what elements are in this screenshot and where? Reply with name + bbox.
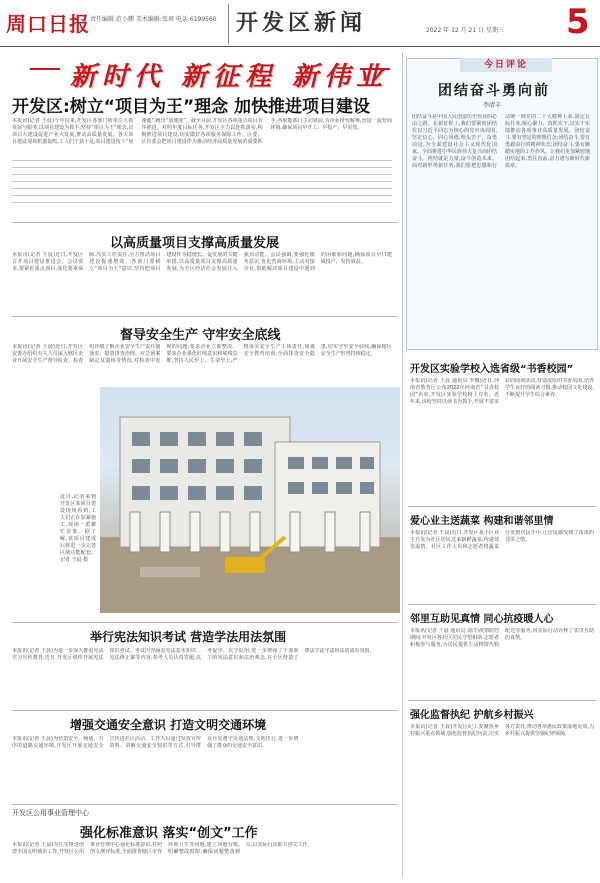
commentary-body: 团结奋斗是中国人民创造历史伟业的必由之路。在新征程上,我们要紧密团结在以习近平同志为核心的党中央周围,坚定信心、同心同德,埋头苦干、奋勇前进,为全面建设社会主义现代化国家、全面推进中华民族伟大复兴而团结奋斗。团结就是力量,奋斗创造未来。面对新形势新任务,我们要把思想和行动统一到党的二十大精神上来,锚定目标任务,凝心聚力、真抓实干,以实干实绩推动各项事业高质量发展。团结奋斗,要有坚定的理想信念;团结奋斗,要有勇毅前行的精神状态;团结奋斗,要有脚踏实地的工作作风。让我们更加紧密地团结起来,勇往直前,奋力谱写新时代新篇章。	[412, 114, 590, 169]
page-number: 5	[566, 2, 590, 42]
neighbor-body: 本报讯(记者 王晨 通讯员 刘洋)疫情防控期间,开发区各社区居民守望相助,志愿者积极参与服务,为居民提供生活物资代购配送等服务,用实际行动诠释了邻里互助的真情。	[410, 628, 594, 648]
campaign-banner: 新时代 新征程 新伟业	[70, 62, 389, 92]
civilization-headline: 强化标准意识 落实“创文”工作	[80, 826, 258, 841]
traffic-headline: 增强交通安全意识 打造文明交通环境	[70, 718, 267, 732]
rule-r3	[408, 700, 596, 701]
rule-4	[12, 710, 398, 711]
rule-3	[12, 622, 398, 623]
commentary-tag: 今日评论	[460, 58, 552, 72]
banner-decoration-left	[30, 68, 60, 80]
lead-body: 本报讯(记者 王晨)今年以来,开发区各部门和单位大抓发展与服务,以项目建设为抓手,坚持“项目为王”理念,以项目大建设促进产业大发展,推动高质量发展。各大项目建设现场机器轰鸣,工人们干劲十足,项目建设按下“加速键”,跑出“加速度”。截至目前,开发区各项重点项目有序推进。对照年度目标任务,开发区全力以赴抓落实,积极推进项目建设,切实做好各项服务保障工作。区委、区管委会把项目建设作为推动经济高质量发展的重要抓手,各职能部门主动靠前,为企业排忧解难,营造一流营商环境,确保项目早开工、早投产、早见效。	[12, 118, 392, 145]
construction-photo	[100, 387, 400, 613]
rule-r1	[408, 506, 596, 507]
school-headline: 开发区实验学校入选省级“书香校园”	[410, 364, 574, 375]
subhead-safety-body: 本报讯(记者 王晨)近日,开发区安委办组织有关人员深入辖区企业开展安全生产督导检查。检查组详细了解企业安全生产责任制落实、隐患排查治理、应急预案制定及演练等情况,对检查中发现的问题,要求企业立即整改。要求企业强化红线意识和底线思维,坚持人民至上、生命至上,严格落实安全生产主体责任,加强安全教育培训,全面排查安全隐患,切实守牢安全底线,确保辖区安全生产形势持续稳定。	[12, 344, 392, 364]
rule-5	[12, 804, 398, 805]
commentary-title: 团结奋斗勇向前	[438, 83, 550, 99]
section-title: 开发区新闻	[236, 10, 367, 36]
rule-2	[12, 316, 398, 317]
civilization-body: 本报讯(记者 王晨)为扎实推进创建全国文明城市工作,开发区公用事业管理中心强化标准意识,对照创文测评标准,全面排查辖区市容环境卫生等问题,建立问题台账,明确整改时限,确保问题整改到位,以实际行动助力创文工作。	[12, 842, 313, 855]
vegetables-headline: 爱心业主送蔬菜 构建和谐邻里情	[410, 516, 554, 527]
photo-caption: 近日,记者来到开发区某项目建设现场看到,工人们正在加紧施工,现场一派繁忙景象。据了解,该项目建成后将进一步完善区域功能配套。记者 王晨 摄	[60, 494, 96, 563]
commentary-author: 李清丰	[483, 102, 502, 109]
editors-line: 责任编辑:范小鹏 美术编辑:张爽 电话:6199560	[90, 16, 217, 23]
constitution-headline: 举行宪法知识考试 营造学法用法氛围	[90, 630, 287, 644]
supervision-body: 本报讯(记者 王晨)开发区纪工委聚焦乡村振兴重点领域,强化监督执纪问责,压实各方责任,推动各项惠民政策落地见效,为乡村振兴提供坚强纪律保障。	[410, 724, 594, 737]
supervision-headline: 强化监督执纪 护航乡村振兴	[410, 710, 534, 721]
constitution-body: 本报讯(记者 王晨)为进一步深入推进宪法学习宣传教育,近日,开发区组织开展宪法知识考试。考试内容涵盖宪法基本知识、宪法修正案等内容,参考人员认真答题,以考促学、以学促用,进一步增强了干部职工的宪法意识和法治观念,在全区营造了尊法学法守法用法的浓厚氛围。	[12, 648, 375, 661]
masthead-rule	[0, 46, 600, 47]
construction-site-illustration	[100, 387, 400, 613]
subhead-quality-projects: 以高质量项目支撑高质量发展	[110, 236, 280, 251]
masthead	[0, 0, 600, 50]
lead-headline: 开发区:树立“项目为王”理念 加快推进项目建设	[12, 97, 371, 117]
section-divider	[228, 4, 229, 44]
banner-decoration-right	[360, 68, 390, 80]
subhead-quality-projects-body: 本报讯(记者 王晨)近日,开发区召开项目建设推进会。会议要求,要紧盯重点项目,强化要素保障,压实工作责任,全力推动项目建设提速增效。各部门要树立“项目为王”意识,坚持把项目建设作为稳增长、促发展的关键举措,以高质量项目支撑高质量发展,为全区经济社会发展注入强劲动能。会议强调,要强化服务意识,优化营商环境,主动对接企业,帮助解决项目建设中遇到的困难和问题,确保项目早日建成投产、发挥效益。	[12, 252, 392, 272]
school-body: 本报讯(记者 王晨 通讯员 李娜)近日,河南省教育厅公布2022年河南省“书香校园”名单,开发区实验学校榜上有名。近年来,该校坚持以读书为抓手,开展丰富多彩的阅读活动,营造浓厚的书香氛围,培养学生良好的阅读习惯,推动校园文化建设,不断提升学生综合素养。	[410, 378, 594, 405]
unit-label: 开发区公用事业管理中心	[12, 809, 89, 817]
vegetables-body: 本报讯(记者 王晨)近日,开发区某小区业主自发为社区居民送来新鲜蔬菜,传递邻里温情。社区工作人员和志愿者将蔬菜分发到居民手中,让居民感受到了浓浓的邻里之情。	[410, 530, 594, 550]
rule-r2	[408, 604, 596, 605]
column-separator	[402, 52, 403, 877]
subhead-safety: 督导安全生产 守牢安全底线	[120, 328, 281, 343]
newspaper-logo: 周口日报	[6, 12, 90, 36]
neighbor-headline: 邻里互助见真情 同心抗疫暖人心	[410, 614, 554, 625]
traffic-body: 本报讯(记者 王晨)为营造安全、畅通、有序的道路交通环境,开发区开展交通安全宣传进社区活动。工作人员通过发放宣传资料、讲解交通安全知识等方式,引导群众自觉遵守交通法规,文明出行,进一步增强了群众的交通安全意识。	[12, 736, 299, 749]
page-date: 2022 年 12 月 21 日 星期三	[426, 27, 504, 34]
rule-1	[12, 222, 398, 223]
lead-body-continued	[12, 160, 392, 204]
